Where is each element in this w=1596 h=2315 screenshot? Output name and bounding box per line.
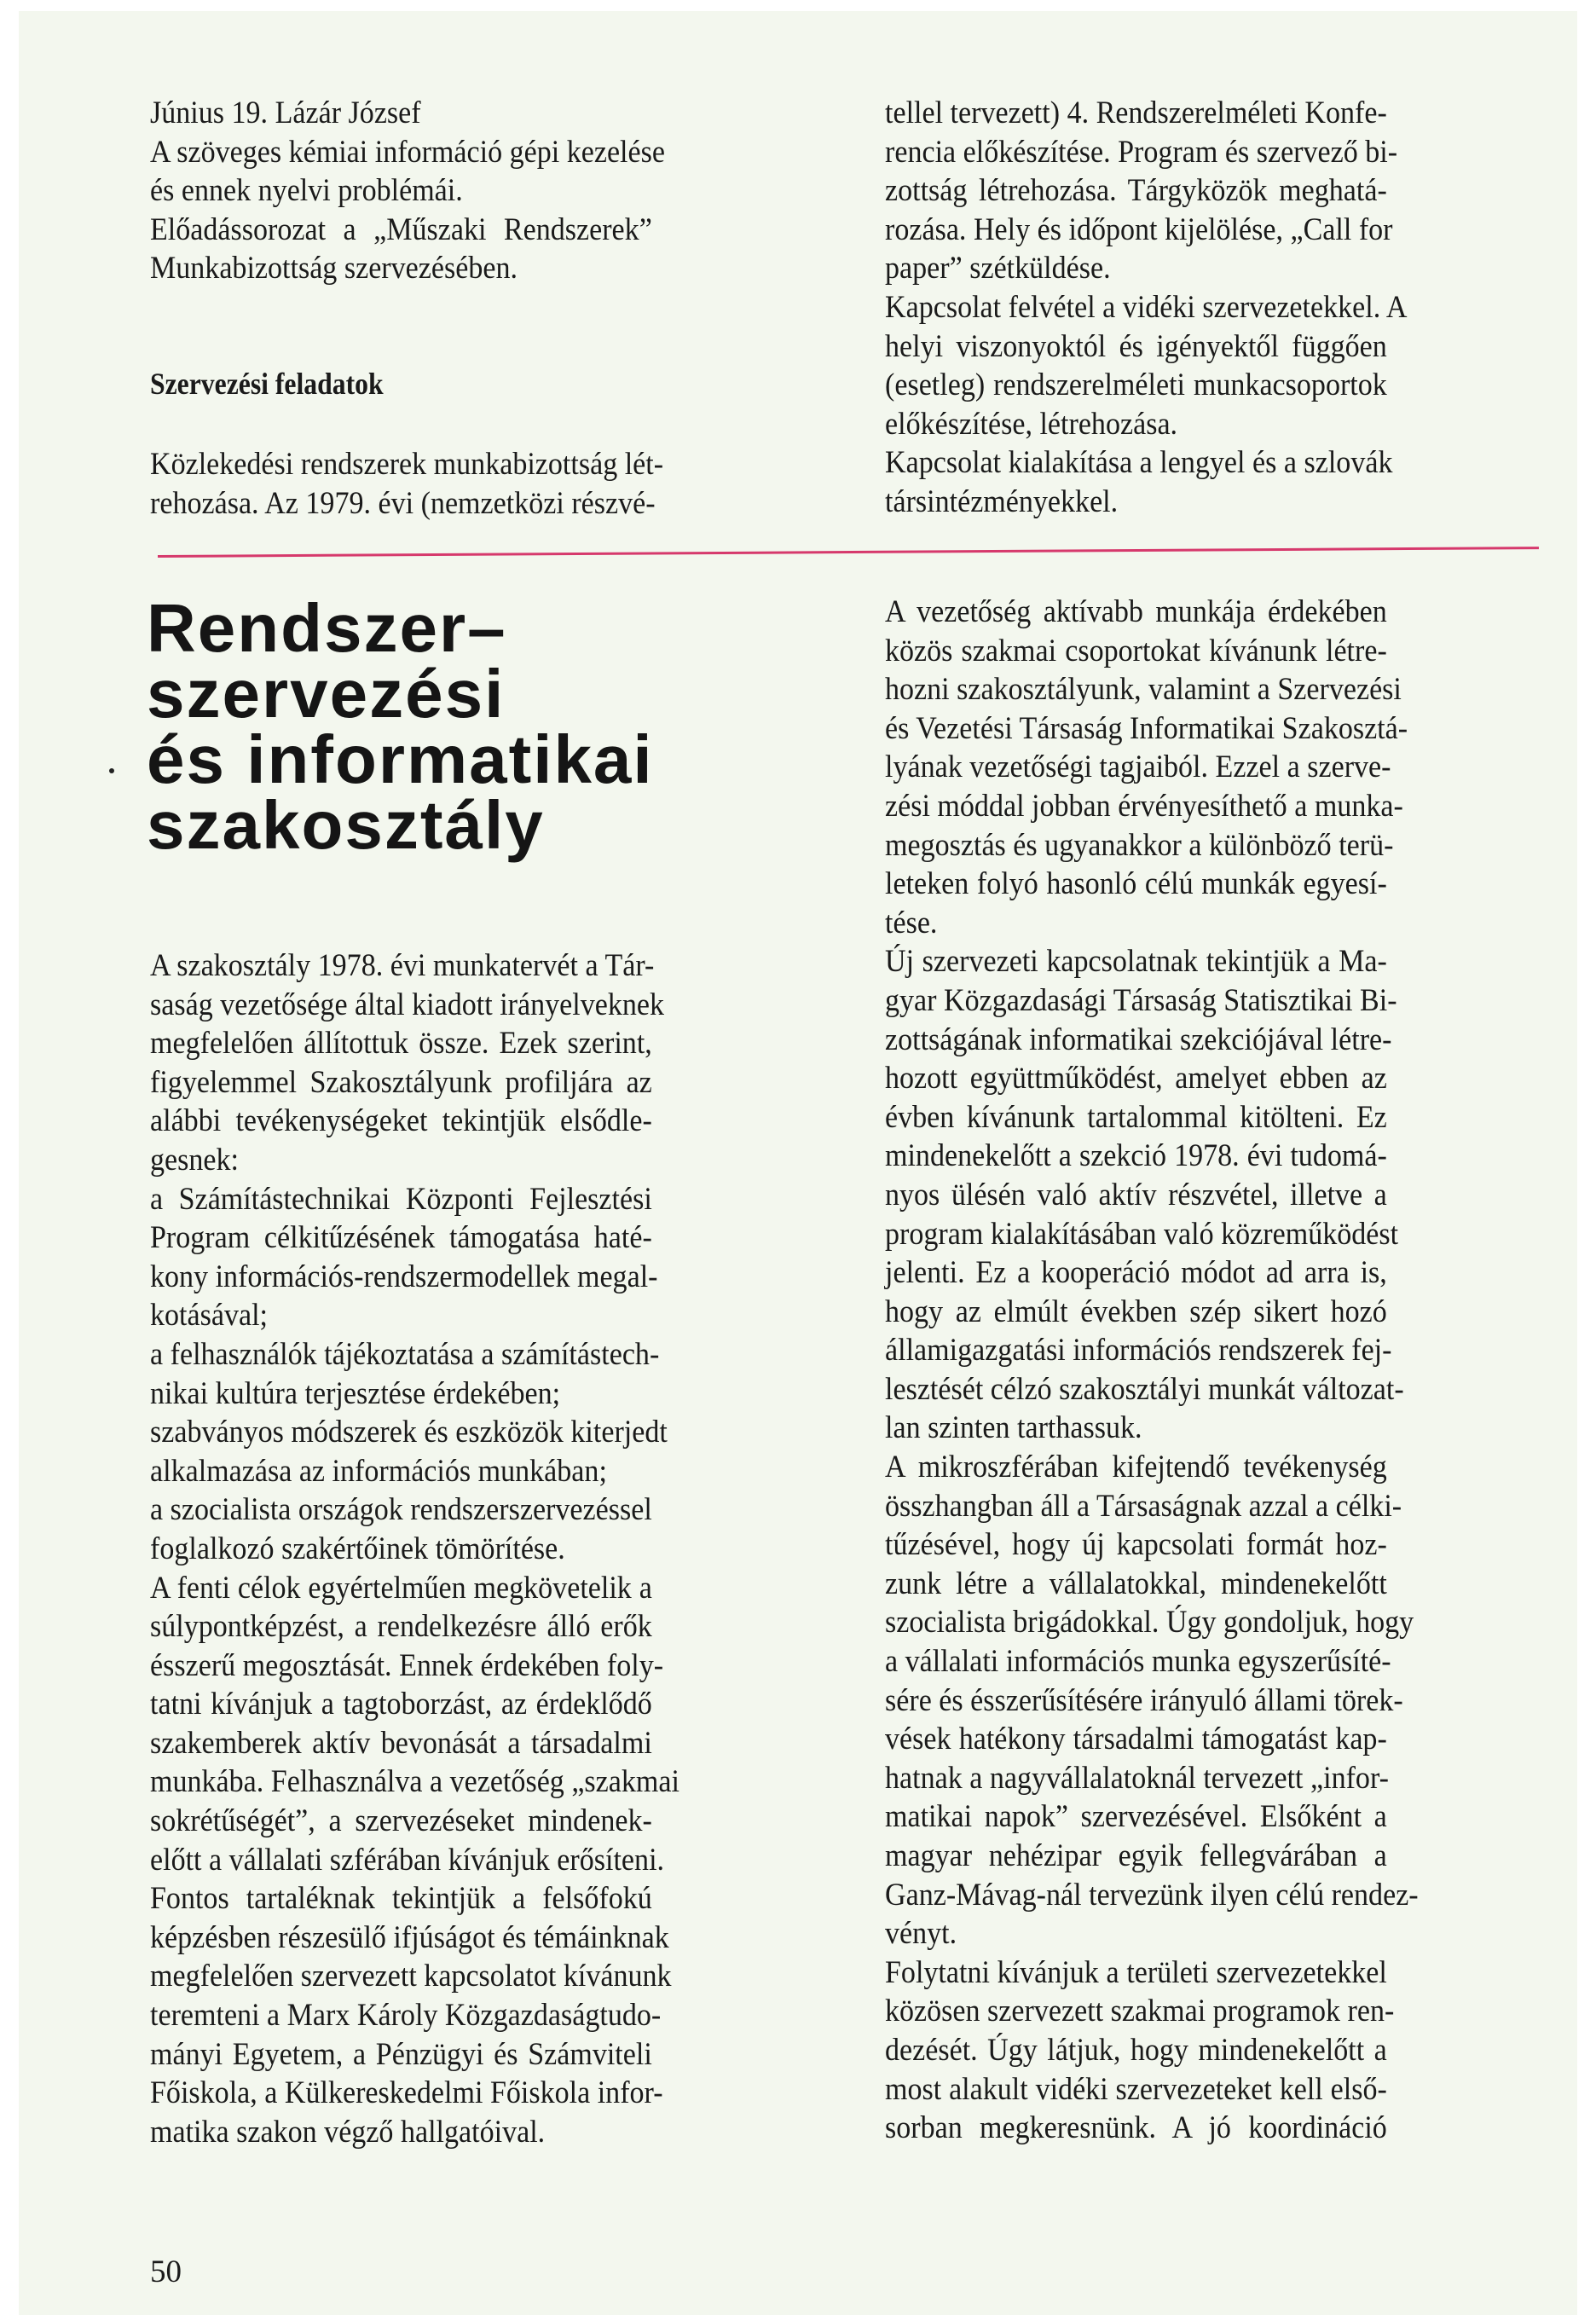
top-right-text-block [885, 94, 1408, 522]
text-line: vényt. [885, 1916, 957, 1952]
text-line: kony információs-rendszermodellek megal- [150, 1259, 658, 1294]
text-line: Új szervezeti kapcsolatnak tekintjük a Ma- [885, 944, 1387, 980]
text-line: matika szakon végző hallgatóival. [150, 2114, 546, 2150]
text-line: képzésben részesülő ifjúságot és témáinknak [150, 1919, 669, 1955]
text-line: szakemberek aktív bevonását a társadalmi [150, 1725, 652, 1761]
text-line: zési móddal jobban érvényesíthető a munka- [885, 788, 1403, 824]
text-line: Június 19. Lázár József [150, 95, 421, 130]
text-line: jelenti. Ez a kooperáció módot ad arra is, [885, 1255, 1387, 1291]
text-line: mányi Egyetem, a Pénzügyi és Számviteli [150, 2036, 652, 2072]
text-line: A vezetőség aktívabb munkája érdekében [885, 594, 1387, 629]
text-line: szabványos módszerek és eszközök kiterjedt [150, 1415, 668, 1450]
text-line: súlypontképzést, a rendelkezésre álló erők [150, 1609, 652, 1645]
text-line: ésszerű megosztását. Ennek érdekében foly- [150, 1647, 664, 1683]
text-line: program kialakításában való közreműködést [885, 1216, 1399, 1252]
text-line: lyának vezetőségi tagjaiból. Ezzel a szerve- [885, 749, 1391, 785]
text-line: alábbi tevékenységeket tekintjük elsődle- [150, 1103, 652, 1139]
text-line: évben kívánunk tartalommal kitölteni. Ez [885, 1099, 1387, 1135]
text-line: hogy az elmúlt években szép sikert hozó [885, 1294, 1387, 1329]
text-line: összhangban áll a Társaságnak azzal a célki- [885, 1488, 1402, 1524]
text-line: Kapcsolat kialakítása a lengyel és a szlovák [885, 445, 1393, 481]
text-line: rehozása. Az 1979. évi (nemzetközi részvé- [150, 485, 656, 521]
text-line: sorban megkeresnünk. A jó koordináció [885, 2110, 1387, 2146]
text-line: társintézményekkel. [885, 483, 1119, 519]
text-line: rencia előkészítése. Program és szervező bi- [885, 134, 1398, 170]
text-line: megfelelően szervezett kapcsolatot kívánunk [150, 1959, 672, 1994]
text-line: saság vezetősége által kiadott irányelveknek [150, 987, 665, 1022]
text-line: Fontos tartaléknak tekintjük a felsőfokú [150, 1881, 652, 1917]
text-line: rozása. Hely és időpont kijelölése, „Call for [885, 211, 1393, 247]
text-line: megfelelően állítottuk össze. Ezek szerint, [150, 1026, 652, 1062]
top-left-text-block-2 [150, 445, 664, 523]
text-line: leteken folyó hasonló célú munkák egyesí- [885, 866, 1387, 902]
article-body-right [885, 593, 1419, 2148]
text-line: hozni szakosztályunk, valamint a Szervezési [885, 672, 1402, 708]
text-line: Ganz-Mávag-nál tervezünk ilyen célú rendez- [885, 1877, 1419, 1913]
text-line: megosztás és ugyanakkor a különböző terü- [885, 827, 1394, 863]
text-line: nyos ülésén való aktív részvétel, illetve a [885, 1177, 1387, 1212]
text-line: helyi viszonyoktól és igényektől függően [885, 328, 1387, 364]
text-line: sokrétűségét”, a szervezéseket mindenek- [150, 1803, 652, 1839]
text-line: hozott együttműködést, amelyet ebben az [885, 1061, 1387, 1097]
title-line: és informatikai [147, 721, 654, 797]
text-line: zottságának informatikai szekciójával létre- [885, 1021, 1392, 1057]
text-line: Főiskola, a Külkereskedelmi Főiskola infor- [150, 2075, 663, 2111]
text-line: Kapcsolat felvétel a vidéki szervezetekkel. A [885, 289, 1408, 325]
print-speck [109, 768, 114, 773]
text-line: tatni kívánjuk a tagtoborzást, az érdeklődő [150, 1687, 652, 1722]
text-line: matikai napok” szervezésével. Elsőként a [885, 1799, 1387, 1835]
text-line: A fenti célok egyértelműen megkövetelik a [150, 1570, 652, 1606]
text-line: nikai kultúra terjesztése érdekében; [150, 1375, 561, 1411]
text-line: gesnek: [150, 1142, 239, 1178]
text-line: szocialista brigádokkal. Úgy gondoljuk, hogy [885, 1605, 1414, 1641]
text-line: alkalmazása az információs munkában; [150, 1453, 607, 1489]
text-line: előkészítése, létrehozása. [885, 406, 1178, 442]
text-line: paper” szétküldése. [885, 251, 1111, 286]
text-line: A mikroszférában kifejtendő tevékenység [885, 1450, 1387, 1485]
article-title [147, 590, 654, 863]
text-line: A szöveges kémiai információ gépi kezelése [150, 134, 665, 170]
text-line: figyelemmel Szakosztályunk profiljára az [150, 1064, 652, 1100]
text-line: előtt a vállalati szférában kívánjuk erősíteni. [150, 1842, 665, 1878]
text-line: tellel tervezett) 4. Rendszerelméleti Konfe- [885, 95, 1387, 130]
text-line: A szakosztály 1978. évi munkatervét a Tár- [150, 948, 655, 983]
text-line: Program célkitűzésének támogatása haté- [150, 1220, 652, 1256]
text-line: vések hatékony társadalmi támogatást kap- [885, 1722, 1387, 1757]
text-line: lesztését célzó szakosztályi munkát változat- [885, 1371, 1404, 1407]
section-subheading: Szervezési feladatok [150, 367, 384, 401]
text-line: hatnak a nagyvállalatoknál tervezett „infor- [885, 1760, 1389, 1796]
text-line: és Vezetési Társaság Informatikai Szakosztá- [885, 710, 1408, 746]
text-line: dezését. Úgy látjuk, hogy mindenekelőtt a [885, 2032, 1387, 2068]
text-line: a Számítástechnikai Központi Fejlesztési [150, 1181, 652, 1217]
text-line: államigazgatási információs rendszerek fej- [885, 1333, 1392, 1369]
text-line: foglalkozó szakértőinek tömörítése. [150, 1531, 565, 1566]
title-line: szakosztály [147, 787, 545, 863]
text-line: zunk létre a vállalatokkal, mindenekelőtt [885, 1566, 1387, 1601]
text-line: (esetleg) rendszerelméleti munkacsoportok [885, 368, 1387, 403]
text-line: teremteni a Marx Károly Közgazdaságtudo- [150, 1998, 662, 2034]
page-number: 50 [150, 2254, 182, 2289]
text-line: mindenekelőtt a szekció 1978. évi tudomá- [885, 1138, 1387, 1174]
text-line: közösen szervezett szakmai programok ren- [885, 1994, 1395, 2029]
text-line: Közlekedési rendszerek munkabizottság lét- [150, 447, 664, 482]
text-line: lan szinten tarthassuk. [885, 1410, 1142, 1446]
text-line: Munkabizottság szervezésében. [150, 251, 518, 286]
text-line: Folytatni kívánjuk a területi szervezetekkel [885, 1954, 1387, 1990]
text-line: a szocialista országok rendszerszervezéssel [150, 1492, 652, 1528]
text-line: tűzésével, hogy új kapcsolati formát hoz- [885, 1527, 1387, 1563]
text-line: kotásával; [150, 1298, 269, 1334]
title-line: szervezési [147, 656, 506, 732]
text-line: és ennek nyelvi problémái. [150, 173, 463, 209]
top-left-text-block [150, 94, 665, 288]
text-line: a felhasználók tájékoztatása a számítástech- [150, 1336, 660, 1372]
text-line: gyar Közgazdasági Társaság Statisztikai Bi- [885, 982, 1397, 1018]
text-line: a vállalati információs munka egyszerűsíté- [885, 1644, 1391, 1680]
text-line: most alakult vidéki szervezeteket kell első- [885, 2071, 1387, 2107]
text-line: magyar nehézipar egyik fellegvárában a [885, 1838, 1387, 1873]
title-line: Rendszer– [147, 590, 507, 666]
text-line: Előadássorozat a „Műszaki Rendszerek” [150, 211, 652, 247]
text-line: tése. [885, 905, 938, 940]
text-line: sére és ésszerűsítésére irányuló állami törek- [885, 1682, 1403, 1718]
text-line: közös szakmai csoportokat kívánunk létre- [885, 633, 1387, 668]
text-line: zottság létrehozása. Tárgyközök meghatá- [885, 173, 1387, 209]
article-body-left [150, 946, 679, 2151]
text-line: munkába. Felhasználva a vezetőség „szakmai [150, 1764, 679, 1800]
